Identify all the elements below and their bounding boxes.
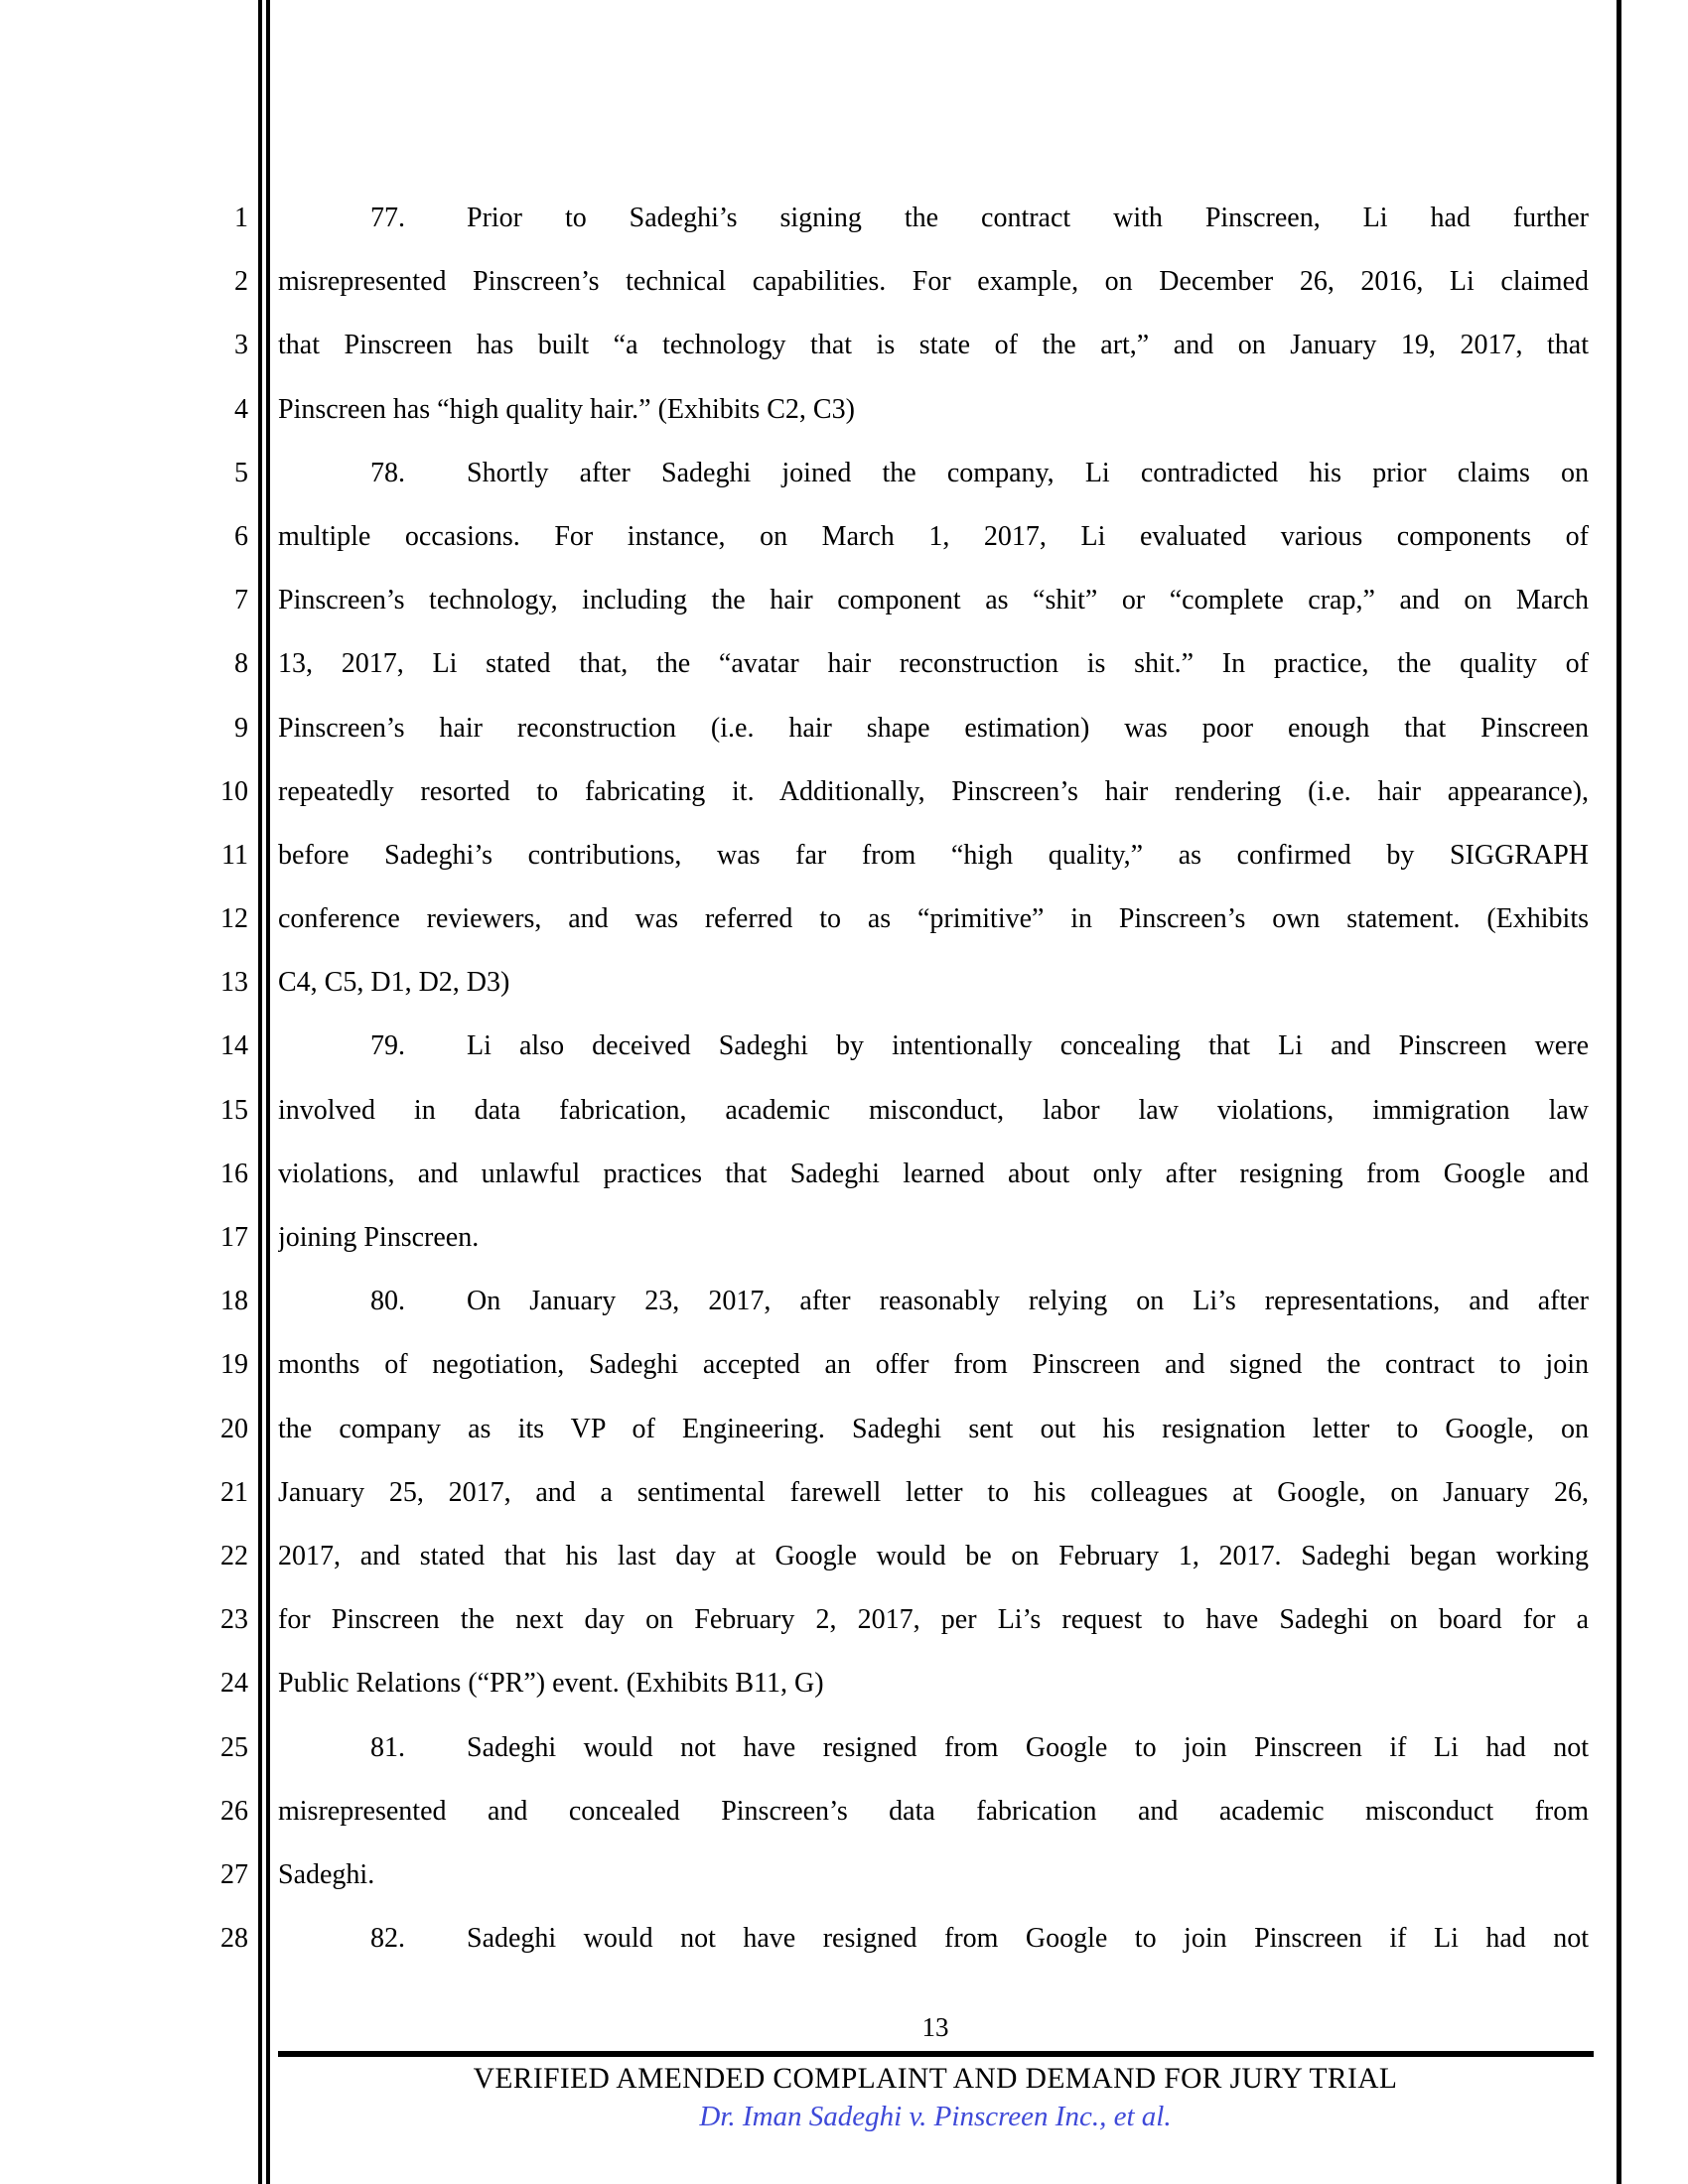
document-line xyxy=(0,250,1688,314)
line-text: January 25, 2017, and a sentimental farewell letter to his colleagues at Google, on January 26, xyxy=(278,1476,1589,1508)
line-number: 1 xyxy=(234,203,248,233)
line-number: 3 xyxy=(234,330,248,361)
document-line xyxy=(0,1270,1688,1333)
line-text: for Pinscreen the next day on February 2, 2017, per Li’s request to have Sadeghi on board for a xyxy=(278,1604,1589,1636)
document-line xyxy=(0,1143,1688,1206)
document-line xyxy=(0,314,1688,377)
line-number: 24 xyxy=(220,1668,248,1700)
line-text: multiple occasions. For instance, on March 1, 2017, Li evaluated various components of xyxy=(278,520,1589,552)
document-line xyxy=(0,1780,1688,1843)
document-line xyxy=(0,951,1688,1015)
document-body xyxy=(0,187,1688,1971)
footer-case-caption: Dr. Iman Sadeghi v. Pinscreen Inc., et al. xyxy=(699,2101,1172,2132)
line-text: involved in data fabrication, academic misconduct, labor law violations, immigration law xyxy=(278,1094,1589,1126)
line-text: 79. Li also deceived Sadeghi by intentionally concealing that Li and Pinscreen were xyxy=(370,1030,1589,1062)
line-number: 5 xyxy=(234,457,248,488)
paragraph-number: 78. xyxy=(370,457,405,488)
line-text: before Sadeghi’s contributions, was far from “high quality,” as confirmed by SIGGRAPH xyxy=(278,839,1589,871)
line-number: 27 xyxy=(220,1858,248,1890)
line-text: misrepresented and concealed Pinscreen’s data fabrication and academic misconduct from xyxy=(278,1795,1589,1827)
document-line xyxy=(0,1907,1688,1971)
line-text: Public Relations (“PR”) event. (Exhibits B11, G) xyxy=(278,1668,824,1700)
line-number: 8 xyxy=(234,648,248,680)
document-line xyxy=(0,1398,1688,1461)
line-text: Pinscreen has “high quality hair.” (Exhibits C2, C3) xyxy=(278,393,855,425)
line-text: the company as its VP of Engineering. Sadeghi sent out his resignation letter to Google, on xyxy=(278,1413,1589,1444)
line-text: misrepresented Pinscreen’s technical capabilities. For example, on December 26, 2016, Li claimed xyxy=(278,266,1589,298)
document-line xyxy=(0,824,1688,887)
line-number: 9 xyxy=(234,712,248,744)
line-number: 17 xyxy=(220,1222,248,1253)
line-number: 21 xyxy=(220,1476,248,1508)
line-number: 6 xyxy=(234,520,248,552)
line-number: 25 xyxy=(220,1731,248,1763)
line-text: 13, 2017, Li stated that, the “avatar hair reconstruction is shit.” In practice, the quality of xyxy=(278,648,1589,680)
document-line xyxy=(0,1206,1688,1270)
line-text: 81. Sadeghi would not have resigned from Google to join Pinscreen if Li had not xyxy=(370,1731,1589,1763)
line-number: 7 xyxy=(234,585,248,616)
line-text: 2017, and stated that his last day at Google would be on February 1, 2017. Sadeghi began working xyxy=(278,1540,1589,1571)
document-line xyxy=(0,1652,1688,1715)
line-text: repeatedly resorted to fabricating it. Additionally, Pinscreen’s hair rendering (i.e. hair appearance), xyxy=(278,775,1589,807)
document-line xyxy=(0,1015,1688,1078)
line-number: 11 xyxy=(221,839,248,871)
line-text: conference reviewers, and was referred to as “primitive” in Pinscreen’s own statement. (Exhibits xyxy=(278,903,1589,935)
document-line xyxy=(0,632,1688,696)
document-line xyxy=(0,1079,1688,1143)
line-text: joining Pinscreen. xyxy=(278,1222,480,1253)
line-number: 18 xyxy=(220,1286,248,1317)
document-line xyxy=(0,1588,1688,1652)
line-number: 2 xyxy=(234,266,248,298)
line-number: 28 xyxy=(220,1923,248,1955)
paragraph-number: 80. xyxy=(370,1286,405,1317)
line-number: 10 xyxy=(220,775,248,807)
page-number: 13 xyxy=(921,2012,949,2042)
paragraph-number: 82. xyxy=(370,1923,405,1955)
line-number: 19 xyxy=(220,1349,248,1381)
document-line xyxy=(0,1333,1688,1397)
document-line xyxy=(0,378,1688,442)
document-line xyxy=(0,1525,1688,1588)
document-line xyxy=(0,187,1688,250)
line-number: 16 xyxy=(220,1158,248,1189)
document-line xyxy=(0,760,1688,824)
line-text: 77. Prior to Sadeghi’s signing the contract with Pinscreen, Li had further xyxy=(370,203,1589,233)
line-text: months of negotiation, Sadeghi accepted an offer from Pinscreen and signed the contract to join xyxy=(278,1349,1589,1381)
line-number: 15 xyxy=(220,1094,248,1126)
line-number: 12 xyxy=(220,903,248,935)
line-text: 80. On January 23, 2017, after reasonably relying on Li’s representations, and after xyxy=(370,1286,1589,1317)
line-number: 13 xyxy=(220,967,248,999)
line-text: Sadeghi. xyxy=(278,1858,375,1890)
line-number: 22 xyxy=(220,1540,248,1571)
document-line xyxy=(0,505,1688,569)
line-number: 4 xyxy=(234,393,248,425)
footer-rule xyxy=(278,2051,1594,2057)
line-text: that Pinscreen has built “a technology that is state of the art,” and on January 19, 2017, that xyxy=(278,330,1589,361)
document-line xyxy=(0,1461,1688,1525)
line-text: C4, C5, D1, D2, D3) xyxy=(278,967,510,999)
document-line xyxy=(0,1716,1688,1780)
paragraph-number: 81. xyxy=(370,1731,405,1763)
document-line xyxy=(0,887,1688,951)
line-text: violations, and unlawful practices that Sadeghi learned about only after resigning from Google and xyxy=(278,1158,1589,1189)
paragraph-number: 77. xyxy=(370,203,405,233)
document-line xyxy=(0,697,1688,760)
line-number: 23 xyxy=(220,1604,248,1636)
line-number: 20 xyxy=(220,1413,248,1444)
line-text: Pinscreen’s technology, including the hair component as “shit” or “complete crap,” and on March xyxy=(278,585,1589,616)
line-text: 78. Shortly after Sadeghi joined the company, Li contradicted his prior claims on xyxy=(370,457,1589,488)
line-number: 26 xyxy=(220,1795,248,1827)
line-number: 14 xyxy=(220,1030,248,1062)
line-text: 82. Sadeghi would not have resigned from Google to join Pinscreen if Li had not xyxy=(370,1923,1589,1955)
document-line xyxy=(0,1843,1688,1907)
footer-document-title: VERIFIED AMENDED COMPLAINT AND DEMAND FOR JURY TRIAL xyxy=(473,2063,1398,2095)
document-line xyxy=(0,569,1688,632)
paragraph-number: 79. xyxy=(370,1030,405,1062)
document-line xyxy=(0,442,1688,505)
line-text: Pinscreen’s hair reconstruction (i.e. hair shape estimation) was poor enough that Pinscreen xyxy=(278,712,1589,744)
